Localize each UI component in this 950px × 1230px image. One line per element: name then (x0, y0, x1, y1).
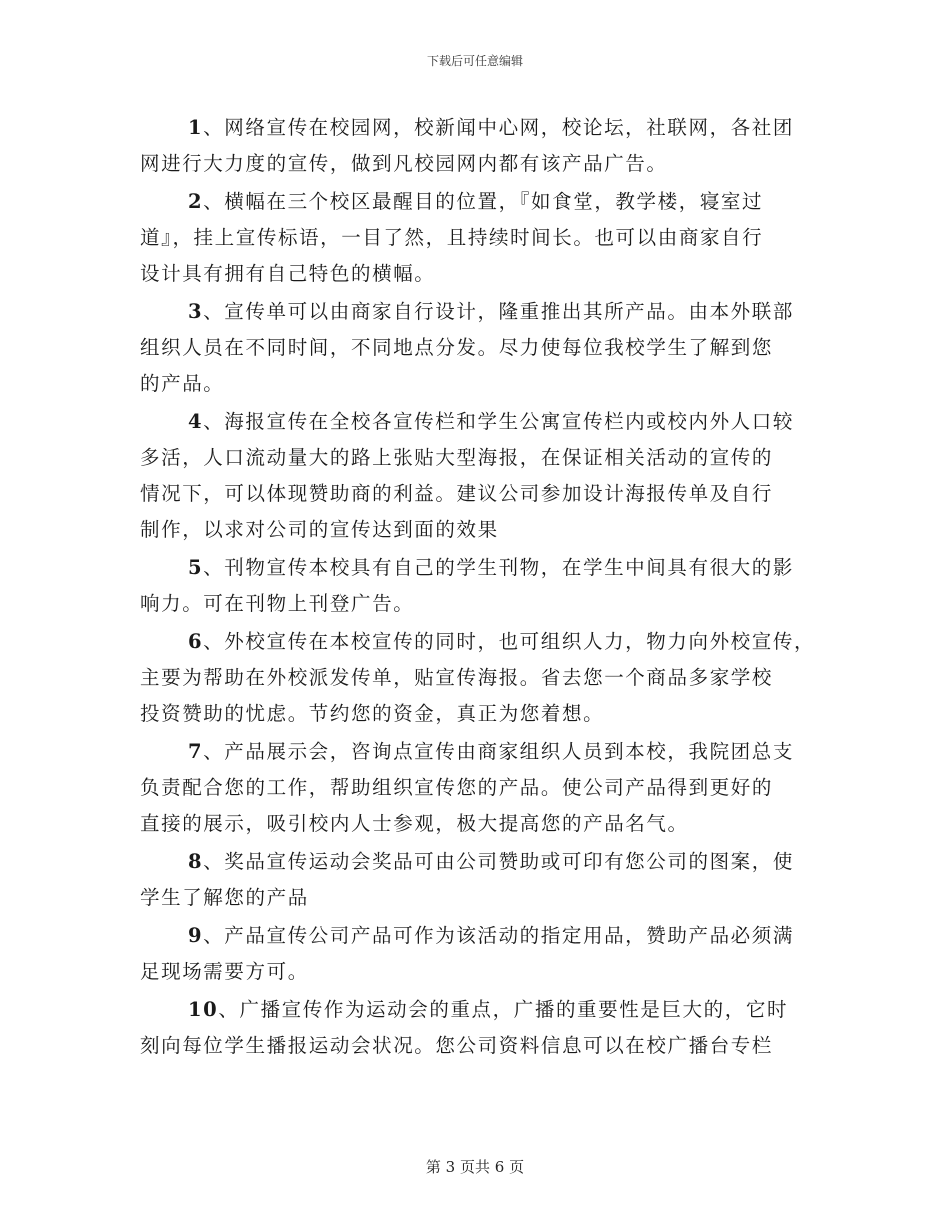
line-text: 、刊物宣传本校具有自己的学生刊物，在学生中间具有很大的影 (203, 556, 794, 579)
paragraph-line: 足现场需要方可。 (140, 960, 309, 983)
paragraph-line: 设计具有拥有自己特色的横幅。 (140, 262, 436, 285)
line-text: 、产品展示会，咨询点宣传由商家组织人员到本校，我院团总支 (203, 740, 794, 763)
paragraph-line (140, 624, 820, 660)
line-text: 、宣传单可以由商家自行设计，隆重推出其所产品。由本外联部 (203, 300, 794, 323)
item-number: 6 (188, 630, 204, 653)
paragraph-line: 多活，人口流动量大的路上张贴大型海报，在保证相关活动的宣传的 (140, 446, 774, 469)
paragraph-line: 道』，挂上宣传标语，一目了然，且持续时间长。也可以由商家自行 (140, 226, 764, 249)
paragraph-line: 的产品。 (140, 372, 225, 395)
item-number: 3 (188, 300, 204, 323)
paragraph-line: 负责配合您的工作，帮助组织宣传您的产品。使公司产品得到更好的 (140, 776, 774, 799)
paragraph-line: 学生了解您的产品 (140, 886, 309, 909)
paragraph-6 (140, 624, 820, 732)
paragraph-7 (140, 734, 820, 842)
item-number: 8 (188, 850, 204, 873)
paragraph-line: 响力。可在刊物上刊登广告。 (140, 592, 415, 615)
paragraph-line: 主要为帮助在外校派发传单，贴宣传海报。省去您一个商品多家学校 (140, 666, 774, 689)
paragraph-9 (140, 918, 820, 990)
paragraph-line (140, 404, 820, 440)
paragraph-line: 情况下，可以体现赞助商的利益。建议公司参加设计海报传单及自行 (140, 482, 774, 505)
paragraph-4 (140, 404, 820, 548)
line-text: 、海报宣传在全校各宣传栏和学生公寓宣传栏内或校内外人口较 (203, 410, 794, 433)
item-number: 7 (188, 740, 204, 763)
page-number-footer: 第 3 页共 6 页 (425, 1158, 525, 1176)
paragraph-line: 网进行大力度的宣传，做到凡校园网内都有该产品广告。 (140, 152, 668, 175)
paragraph-line (140, 550, 820, 586)
paragraph-10 (140, 992, 820, 1064)
line-text: 、外校宣传在本校宣传的同时，也可组织人力，物力向外校宣传， (203, 630, 816, 653)
item-number: 1 (188, 116, 204, 139)
item-number: 10 (188, 998, 219, 1021)
paragraph-line (140, 918, 820, 954)
paragraph-line (140, 294, 820, 330)
paragraph-3 (140, 294, 820, 402)
paragraph-line (140, 110, 820, 146)
paragraph-2 (140, 184, 820, 292)
item-number: 5 (188, 556, 204, 579)
paragraph-line (140, 992, 820, 1028)
document-body (140, 110, 820, 1066)
item-number: 2 (188, 190, 204, 213)
paragraph-line (140, 844, 820, 880)
line-text: 、横幅在三个校区最醒目的位置，『如食堂，教学楼，寝室过 (203, 190, 764, 213)
paragraph-line: 投资赞助的忧虑。节约您的资金，真正为您着想。 (140, 702, 605, 725)
paragraph-5 (140, 550, 820, 622)
page-header: 下载后可任意编辑 (426, 54, 523, 68)
paragraph-1 (140, 110, 820, 182)
item-number: 4 (188, 410, 204, 433)
line-text: 、广播宣传作为运动会的重点，广播的重要性是巨大的，它时 (218, 998, 789, 1021)
paragraph-line (140, 734, 820, 770)
line-text: 、奖品宣传运动会奖品可由公司赞助或可印有您公司的图案，使 (203, 850, 794, 873)
paragraph-line: 制作，以求对公司的宣传达到面的效果 (140, 518, 499, 541)
paragraph-line: 组织人员在不同时间，不同地点分发。尽力使每位我校学生了解到您 (140, 336, 774, 359)
line-text: 、网络宣传在校园网，校新闻中心网，校论坛，社联网，各社团 (203, 116, 794, 139)
item-number: 9 (188, 924, 204, 947)
paragraph-line: 刻向每位学生播报运动会状况。您公司资料信息可以在校广播台专栏 (140, 1034, 774, 1057)
paragraph-8 (140, 844, 820, 916)
paragraph-line (140, 184, 820, 220)
paragraph-line: 直接的展示，吸引校内人士参观，极大提高您的产品名气。 (140, 812, 689, 835)
line-text: 、产品宣传公司产品可作为该活动的指定用品，赞助产品必须满 (203, 924, 794, 947)
